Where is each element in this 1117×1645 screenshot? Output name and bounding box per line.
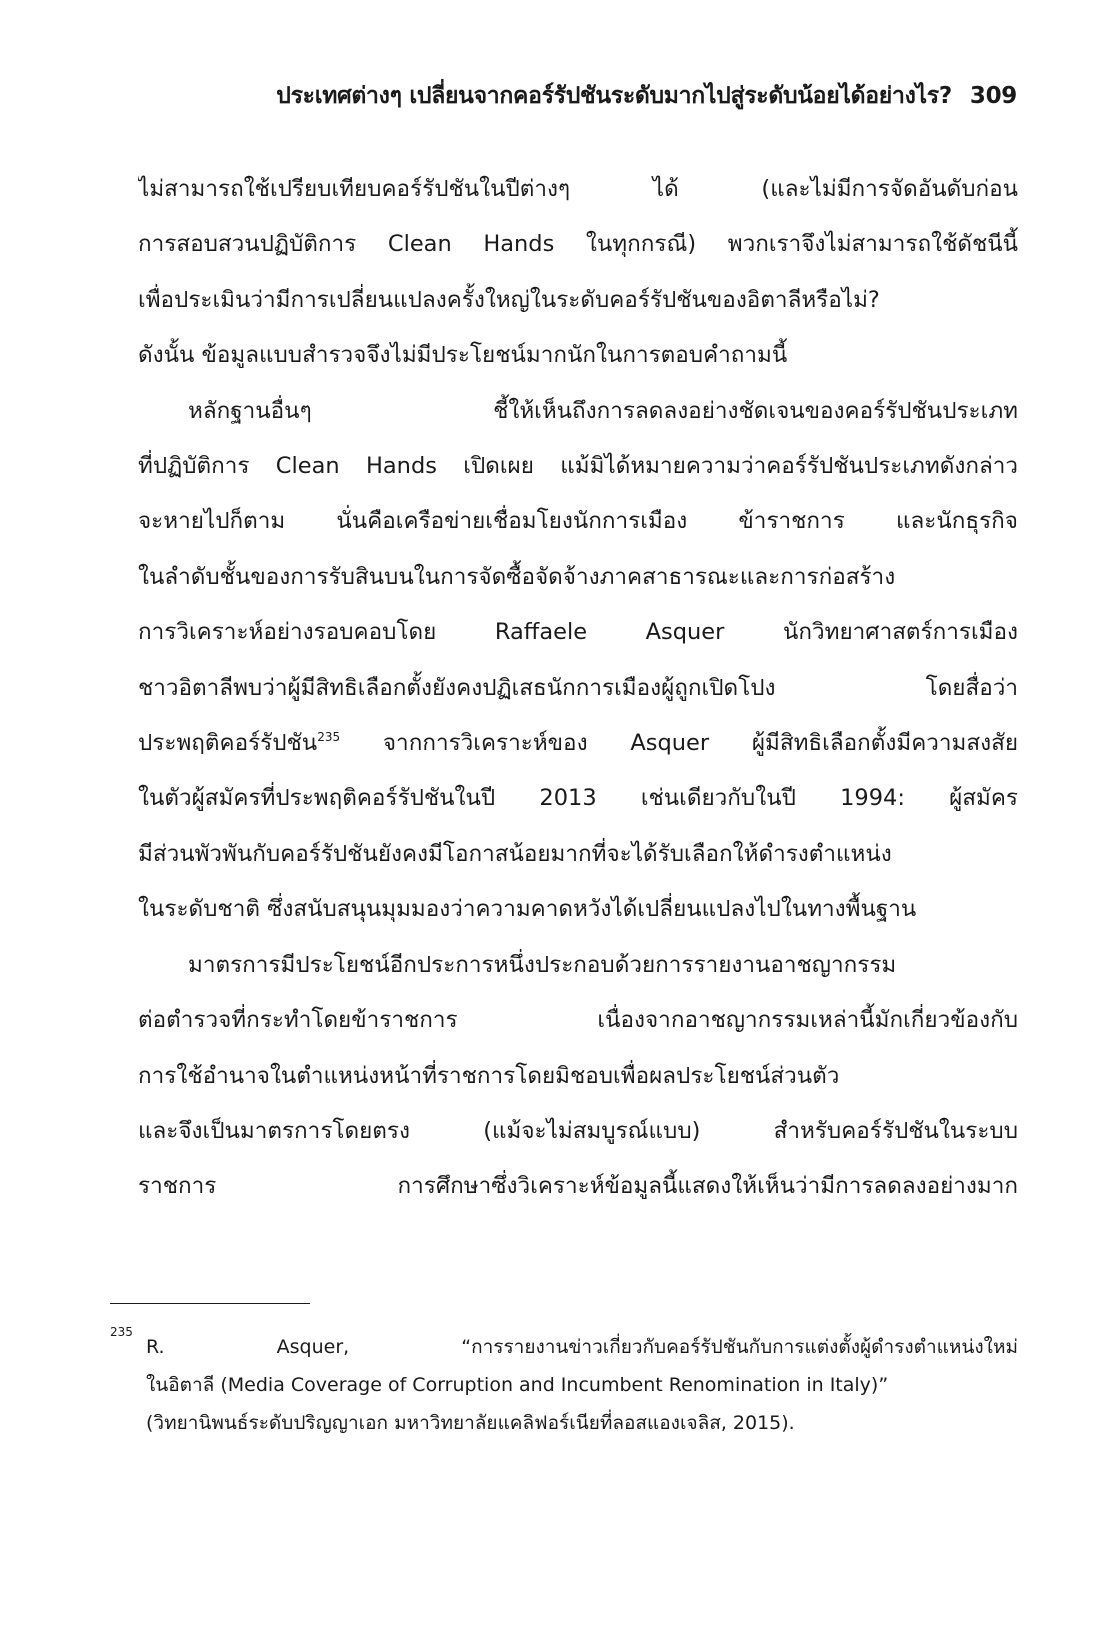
footnote xyxy=(110,1325,1018,1442)
text-line: มีส่วนพัวพันกับคอร์รัปชันยังคงมีโอกาสน้อยมากที่จะได้รับเลือกให้ดำรงตำแหน่ง xyxy=(138,840,892,867)
text-line: เพื่อประเมินว่ามีการเปลี่ยนแปลงครั้งใหญ่ในระดับคอร์รัปชันของอิตาลีหรือไม่? xyxy=(138,286,880,313)
footnote-line: ในอิตาลี (Media Coverage of Corruption and Incumbent Renomination in Italy)” xyxy=(146,1374,889,1396)
text-line-with-footnote xyxy=(138,716,1018,771)
footnote-number: 235 xyxy=(110,1325,133,1339)
text-line: ที่ปฏิบัติการ Clean Hands เปิดเผย แม้มิได้หมายความว่าคอร์รัปชันประเภทดังกล่าว xyxy=(138,453,1018,480)
text-line: การสอบสวนปฏิบัติการ Clean Hands ในทุกกรณี) พวกเราจึงไม่สามารถใช้ดัชนีนี้ xyxy=(138,231,1018,258)
footnote-line: R. Asquer, “การรายงานข่าวเกี่ยวกับคอร์รัปชันกับการแต่งตั้งผู้ดำรงตำแหน่งใหม่ xyxy=(146,1336,1018,1358)
footnote-line: (วิทยานิพนธ์ระดับปริญญาเอก มหาวิทยาลัยแคลิฟอร์เนียที่ลอสแองเจลิส, 2015). xyxy=(146,1412,795,1434)
paragraph-first-line: มาตรการมีประโยชน์อีกประการหนึ่งประกอบด้วยการรายงานอาชญากรรม xyxy=(188,951,897,978)
footnote-text xyxy=(146,1328,1018,1442)
text-line: ในลำดับชั้นของการรับสินบนในการจัดซื้อจัดจ้างภาคสาธารณะและการก่อสร้าง xyxy=(138,563,896,590)
text-segment: ประพฤติคอร์รัปชัน xyxy=(138,730,318,757)
text-line: จะหายไปก็ตาม นั่นคือเครือข่ายเชื่อมโยงนักการเมือง ข้าราชการ และนักธุรกิจ xyxy=(138,508,1018,535)
text-segment: จากการวิเคราะห์ของ Asquer ผู้มีสิทธิเลือกตั้งมีความสงสัย xyxy=(382,730,1018,757)
body-text xyxy=(138,162,1018,1215)
text-line: ต่อตำรวจที่กระทำโดยข้าราชการ เนื่องจากอาชญากรรมเหล่านี้มักเกี่ยวข้องกับ xyxy=(138,1007,1018,1034)
running-header xyxy=(0,78,1017,114)
text-line: ในระดับชาติ ซึ่งสนับสนุนมุมมองว่าความคาดหวังได้เปลี่ยนแปลงไปในทางพื้นฐาน xyxy=(138,896,917,923)
text-line: ชาวอิตาลีพบว่าผู้มีสิทธิเลือกตั้งยังคงปฏิเสธนักการเมืองผู้ถูกเปิดโปง โดยสื่อว่า xyxy=(138,674,1018,701)
text-line: ในตัวผู้สมัครที่ประพฤติคอร์รัปชันในปี 2013 เช่นเดียวกับในปี 1994: ผู้สมัคร xyxy=(138,785,1018,812)
footnote-divider xyxy=(110,1303,310,1304)
text-line: ดังนั้น ข้อมูลแบบสำรวจจึงไม่มีประโยชน์มากนักในการตอบคำถามนี้ xyxy=(138,342,788,369)
chapter-title: ประเทศต่างๆ เปลี่ยนจากคอร์รัปชันระดับมากไปสู่ระดับน้อยได้อย่างไร? xyxy=(276,83,952,109)
footnote-reference[interactable]: 235 xyxy=(317,730,341,745)
text-line: ราชการ การศึกษาซึ่งวิเคราะห์ข้อมูลนี้แสดงให้เห็นว่ามีการลดลงอย่างมาก xyxy=(138,1173,1018,1200)
page-number: 309 xyxy=(969,83,1017,109)
text-line: และจึงเป็นมาตรการโดยตรง (แม้จะไม่สมบูรณ์แบบ) สำหรับคอร์รัปชันในระบบ xyxy=(138,1117,1018,1144)
paragraph-first-line: หลักฐานอื่นๆ ชี้ให้เห็นถึงการลดลงอย่างชัดเจนของคอร์รัปชันประเภท xyxy=(188,397,1018,424)
text-line: การวิเคราะห์อย่างรอบคอบโดย Raffaele Asquer นักวิทยาศาสตร์การเมือง xyxy=(138,619,1018,646)
text-line: ไม่สามารถใช้เปรียบเทียบคอร์รัปชันในปีต่างๆ ได้ (และไม่มีการจัดอันดับก่อน xyxy=(138,176,1018,202)
text-line: การใช้อำนาจในตำแหน่งหน้าที่ราชการโดยมิชอบเพื่อผลประโยชน์ส่วนตัว xyxy=(138,1062,840,1089)
